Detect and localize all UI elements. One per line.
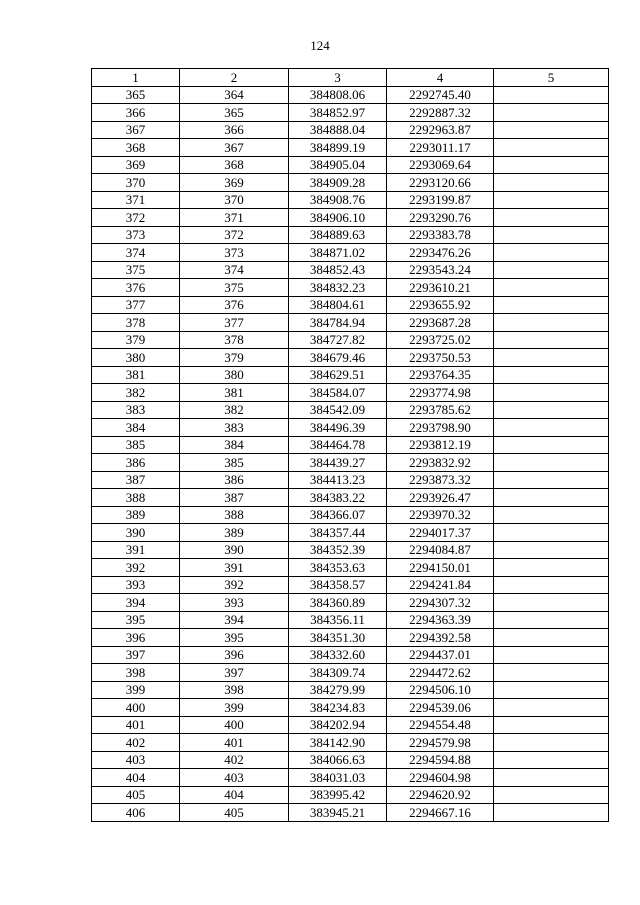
table-cell-col-3: 384439.27	[289, 454, 387, 472]
table-cell-col-5	[494, 366, 609, 384]
table-cell-col-5	[494, 244, 609, 262]
table-cell-col-2: 400	[180, 716, 289, 734]
table-cell-col-2: 369	[180, 174, 289, 192]
table-cell-col-4: 2294506.10	[387, 681, 494, 699]
table-row	[92, 646, 609, 664]
table-cell-col-1: 387	[92, 471, 180, 489]
table-cell-col-1: 365	[92, 86, 180, 104]
table-cell-col-3: 384832.23	[289, 279, 387, 297]
table-cell-col-3: 384906.10	[289, 209, 387, 227]
table-cell-col-2: 376	[180, 296, 289, 314]
table-cell-col-5	[494, 471, 609, 489]
table-cell-col-2: 370	[180, 191, 289, 209]
table-cell-col-2: 393	[180, 594, 289, 612]
table-cell-col-4: 2294307.32	[387, 594, 494, 612]
table-cell-col-4: 2293383.78	[387, 226, 494, 244]
column-header-1: 1	[92, 69, 180, 87]
table-row	[92, 611, 609, 629]
table-cell-col-2: 367	[180, 139, 289, 157]
table-cell-col-2: 387	[180, 489, 289, 507]
table-cell-col-1: 392	[92, 559, 180, 577]
table-cell-col-2: 381	[180, 384, 289, 402]
table-cell-col-1: 373	[92, 226, 180, 244]
table-cell-col-2: 383	[180, 419, 289, 437]
table-cell-col-4: 2293873.32	[387, 471, 494, 489]
table-cell-col-1: 399	[92, 681, 180, 699]
table-header-row	[92, 69, 609, 87]
table-cell-col-2: 368	[180, 156, 289, 174]
table-cell-col-3: 384352.39	[289, 541, 387, 559]
table-cell-col-2: 378	[180, 331, 289, 349]
table-row	[92, 804, 609, 822]
table-row	[92, 191, 609, 209]
table-cell-col-2: 391	[180, 559, 289, 577]
table-cell-col-5	[494, 331, 609, 349]
table-cell-col-4: 2294620.92	[387, 786, 494, 804]
table-cell-col-2: 372	[180, 226, 289, 244]
table-row	[92, 489, 609, 507]
table-cell-col-5	[494, 804, 609, 822]
table-row	[92, 681, 609, 699]
table-cell-col-2: 374	[180, 261, 289, 279]
table-cell-col-3: 384383.22	[289, 489, 387, 507]
coordinates-table	[91, 68, 609, 822]
table-cell-col-5	[494, 436, 609, 454]
table-cell-col-2: 377	[180, 314, 289, 332]
table-cell-col-2: 382	[180, 401, 289, 419]
table-cell-col-2: 395	[180, 629, 289, 647]
table-cell-col-5	[494, 314, 609, 332]
table-cell-col-4: 2293785.62	[387, 401, 494, 419]
table-cell-col-2: 364	[180, 86, 289, 104]
table-cell-col-3: 384629.51	[289, 366, 387, 384]
table-row	[92, 629, 609, 647]
table-cell-col-1: 401	[92, 716, 180, 734]
table-cell-col-4: 2293476.26	[387, 244, 494, 262]
table-cell-col-5	[494, 104, 609, 122]
table-cell-col-2: 380	[180, 366, 289, 384]
table-cell-col-5	[494, 454, 609, 472]
table-row	[92, 86, 609, 104]
table-row	[92, 366, 609, 384]
table-cell-col-5	[494, 751, 609, 769]
table-cell-col-1: 382	[92, 384, 180, 402]
table-cell-col-5	[494, 786, 609, 804]
table-row	[92, 436, 609, 454]
table-cell-col-3: 384464.78	[289, 436, 387, 454]
table-cell-col-5	[494, 349, 609, 367]
table-cell-col-3: 383995.42	[289, 786, 387, 804]
column-header-5: 5	[494, 69, 609, 87]
table-cell-col-3: 384871.02	[289, 244, 387, 262]
table-cell-col-3: 384358.57	[289, 576, 387, 594]
table-row	[92, 331, 609, 349]
table-cell-col-4: 2294579.98	[387, 734, 494, 752]
table-row	[92, 244, 609, 262]
table-row	[92, 121, 609, 139]
table-row	[92, 576, 609, 594]
table-cell-col-5	[494, 226, 609, 244]
table-cell-col-5	[494, 524, 609, 542]
table-cell-col-2: 403	[180, 769, 289, 787]
table-cell-col-2: 397	[180, 664, 289, 682]
table-row	[92, 226, 609, 244]
table-cell-col-1: 384	[92, 419, 180, 437]
table-cell-col-2: 402	[180, 751, 289, 769]
table-cell-col-5	[494, 401, 609, 419]
table-row	[92, 156, 609, 174]
table-cell-col-4: 2293069.64	[387, 156, 494, 174]
table-cell-col-1: 388	[92, 489, 180, 507]
table-cell-col-1: 381	[92, 366, 180, 384]
table-cell-col-3: 384679.46	[289, 349, 387, 367]
table-cell-col-4: 2294017.37	[387, 524, 494, 542]
table-cell-col-4: 2293120.66	[387, 174, 494, 192]
table-cell-col-4: 2294539.06	[387, 699, 494, 717]
table-cell-col-4: 2293774.98	[387, 384, 494, 402]
table-cell-col-1: 402	[92, 734, 180, 752]
column-header-3: 3	[289, 69, 387, 87]
table-cell-col-5	[494, 646, 609, 664]
table-cell-col-3: 384908.76	[289, 191, 387, 209]
table-cell-col-4: 2294594.88	[387, 751, 494, 769]
table-cell-col-1: 400	[92, 699, 180, 717]
table-cell-col-4: 2293725.02	[387, 331, 494, 349]
table-cell-col-2: 404	[180, 786, 289, 804]
table-cell-col-3: 384804.61	[289, 296, 387, 314]
table-cell-col-3: 384905.04	[289, 156, 387, 174]
table-cell-col-4: 2293655.92	[387, 296, 494, 314]
table-cell-col-1: 377	[92, 296, 180, 314]
table-cell-col-2: 373	[180, 244, 289, 262]
table-cell-col-4: 2294604.98	[387, 769, 494, 787]
table-cell-col-2: 366	[180, 121, 289, 139]
table-cell-col-2: 386	[180, 471, 289, 489]
table-row	[92, 314, 609, 332]
table-cell-col-2: 399	[180, 699, 289, 717]
column-header-4: 4	[387, 69, 494, 87]
table-cell-col-5	[494, 209, 609, 227]
table-cell-col-5	[494, 121, 609, 139]
table-cell-col-3: 384234.83	[289, 699, 387, 717]
table-cell-col-2: 401	[180, 734, 289, 752]
table-cell-col-4: 2294241.84	[387, 576, 494, 594]
table-cell-col-5	[494, 489, 609, 507]
table-cell-col-5	[494, 699, 609, 717]
table-row	[92, 699, 609, 717]
table-cell-col-4: 2293750.53	[387, 349, 494, 367]
table-cell-col-1: 391	[92, 541, 180, 559]
table-cell-col-1: 396	[92, 629, 180, 647]
table-cell-col-4: 2293798.90	[387, 419, 494, 437]
table-cell-col-4: 2292887.32	[387, 104, 494, 122]
table-row	[92, 296, 609, 314]
table-cell-col-5	[494, 611, 609, 629]
table-cell-col-2: 390	[180, 541, 289, 559]
table-cell-col-1: 366	[92, 104, 180, 122]
table-cell-col-3: 384889.63	[289, 226, 387, 244]
table-row	[92, 664, 609, 682]
table-cell-col-3: 384727.82	[289, 331, 387, 349]
table-row	[92, 751, 609, 769]
table-row	[92, 786, 609, 804]
table-row	[92, 261, 609, 279]
table-cell-col-2: 385	[180, 454, 289, 472]
table-cell-col-5	[494, 576, 609, 594]
table-cell-col-4: 2293011.17	[387, 139, 494, 157]
table-cell-col-2: 379	[180, 349, 289, 367]
table-cell-col-1: 371	[92, 191, 180, 209]
table-row	[92, 279, 609, 297]
table-cell-col-1: 367	[92, 121, 180, 139]
table-cell-col-1: 374	[92, 244, 180, 262]
table-cell-col-2: 398	[180, 681, 289, 699]
table-cell-col-4: 2293764.35	[387, 366, 494, 384]
table-cell-col-1: 404	[92, 769, 180, 787]
table-cell-col-2: 405	[180, 804, 289, 822]
table-row	[92, 769, 609, 787]
table-cell-col-4: 2293812.19	[387, 436, 494, 454]
table-cell-col-2: 371	[180, 209, 289, 227]
table-cell-col-4: 2293970.32	[387, 506, 494, 524]
table-cell-col-3: 384351.30	[289, 629, 387, 647]
table-cell-col-2: 388	[180, 506, 289, 524]
table-cell-col-5	[494, 506, 609, 524]
table-cell-col-5	[494, 664, 609, 682]
table-cell-col-1: 406	[92, 804, 180, 822]
table-cell-col-5	[494, 174, 609, 192]
table-cell-col-1: 369	[92, 156, 180, 174]
table-row	[92, 349, 609, 367]
table-cell-col-1: 380	[92, 349, 180, 367]
table-cell-col-4: 2293926.47	[387, 489, 494, 507]
table-cell-col-1: 378	[92, 314, 180, 332]
table-cell-col-5	[494, 541, 609, 559]
page-number: 124	[310, 38, 330, 53]
table-cell-col-1: 370	[92, 174, 180, 192]
table-cell-col-1: 397	[92, 646, 180, 664]
table-cell-col-4: 2294150.01	[387, 559, 494, 577]
table-row	[92, 104, 609, 122]
table-cell-col-5	[494, 279, 609, 297]
table-row	[92, 174, 609, 192]
table-cell-col-3: 384332.60	[289, 646, 387, 664]
table-cell-col-4: 2294363.39	[387, 611, 494, 629]
table-cell-col-3: 384413.23	[289, 471, 387, 489]
table-cell-col-3: 384542.09	[289, 401, 387, 419]
table-cell-col-4: 2294472.62	[387, 664, 494, 682]
table-cell-col-5	[494, 559, 609, 577]
table-cell-col-4: 2294554.48	[387, 716, 494, 734]
table-cell-col-1: 395	[92, 611, 180, 629]
table-cell-col-1: 393	[92, 576, 180, 594]
table-row	[92, 506, 609, 524]
table-cell-col-3: 384356.11	[289, 611, 387, 629]
table-cell-col-1: 386	[92, 454, 180, 472]
table-cell-col-3: 383945.21	[289, 804, 387, 822]
table-cell-col-4: 2293610.21	[387, 279, 494, 297]
table-row	[92, 734, 609, 752]
table-cell-col-3: 384360.89	[289, 594, 387, 612]
table-cell-col-1: 383	[92, 401, 180, 419]
table-cell-col-3: 384357.44	[289, 524, 387, 542]
column-header-2: 2	[180, 69, 289, 87]
table-cell-col-5	[494, 769, 609, 787]
table-row	[92, 454, 609, 472]
table-cell-col-1: 385	[92, 436, 180, 454]
table-cell-col-2: 394	[180, 611, 289, 629]
table-cell-col-4: 2294084.87	[387, 541, 494, 559]
table-cell-col-3: 384852.97	[289, 104, 387, 122]
table-cell-col-4: 2292745.40	[387, 86, 494, 104]
table-cell-col-5	[494, 734, 609, 752]
table-cell-col-3: 384584.07	[289, 384, 387, 402]
table-cell-col-2: 365	[180, 104, 289, 122]
table-cell-col-2: 375	[180, 279, 289, 297]
table-cell-col-1: 390	[92, 524, 180, 542]
table-cell-col-3: 384899.19	[289, 139, 387, 157]
table-row	[92, 541, 609, 559]
table-row	[92, 594, 609, 612]
table-cell-col-1: 398	[92, 664, 180, 682]
table-row	[92, 401, 609, 419]
table-cell-col-5	[494, 384, 609, 402]
table-cell-col-4: 2292963.87	[387, 121, 494, 139]
table-cell-col-3: 384366.07	[289, 506, 387, 524]
table-body	[92, 86, 609, 821]
table-row	[92, 524, 609, 542]
table-cell-col-1: 389	[92, 506, 180, 524]
table-cell-col-3: 384279.99	[289, 681, 387, 699]
table-row	[92, 139, 609, 157]
table-cell-col-3: 384909.28	[289, 174, 387, 192]
table-cell-col-1: 405	[92, 786, 180, 804]
table-cell-col-2: 392	[180, 576, 289, 594]
table-cell-col-4: 2293543.24	[387, 261, 494, 279]
table-cell-col-3: 384202.94	[289, 716, 387, 734]
table-cell-col-3: 384309.74	[289, 664, 387, 682]
table-cell-col-4: 2293290.76	[387, 209, 494, 227]
table-cell-col-1: 372	[92, 209, 180, 227]
table-cell-col-3: 384888.04	[289, 121, 387, 139]
table-cell-col-4: 2294392.58	[387, 629, 494, 647]
table-cell-col-5	[494, 139, 609, 157]
table-cell-col-1: 379	[92, 331, 180, 349]
table-cell-col-1: 368	[92, 139, 180, 157]
table-cell-col-3: 384142.90	[289, 734, 387, 752]
table-row	[92, 471, 609, 489]
table-cell-col-4: 2294437.01	[387, 646, 494, 664]
table-row	[92, 716, 609, 734]
table-row	[92, 209, 609, 227]
table-cell-col-3: 384496.39	[289, 419, 387, 437]
table-cell-col-3: 384784.94	[289, 314, 387, 332]
table-cell-col-4: 2293687.28	[387, 314, 494, 332]
table-cell-col-4: 2293832.92	[387, 454, 494, 472]
table-cell-col-3: 384852.43	[289, 261, 387, 279]
table-cell-col-1: 375	[92, 261, 180, 279]
table-cell-col-4: 2293199.87	[387, 191, 494, 209]
table-cell-col-5	[494, 594, 609, 612]
table-cell-col-1: 394	[92, 594, 180, 612]
table-row	[92, 559, 609, 577]
table-cell-col-2: 389	[180, 524, 289, 542]
table-cell-col-5	[494, 261, 609, 279]
table-cell-col-5	[494, 156, 609, 174]
table-cell-col-5	[494, 419, 609, 437]
table-cell-col-1: 376	[92, 279, 180, 297]
table-cell-col-3: 384353.63	[289, 559, 387, 577]
table-cell-col-5	[494, 629, 609, 647]
table-row	[92, 419, 609, 437]
table-cell-col-3: 384808.06	[289, 86, 387, 104]
table-cell-col-5	[494, 716, 609, 734]
table-cell-col-1: 403	[92, 751, 180, 769]
table-cell-col-2: 384	[180, 436, 289, 454]
table-cell-col-5	[494, 86, 609, 104]
table-cell-col-4: 2294667.16	[387, 804, 494, 822]
table-cell-col-5	[494, 681, 609, 699]
table-cell-col-5	[494, 296, 609, 314]
table-cell-col-2: 396	[180, 646, 289, 664]
table-cell-col-3: 384031.03	[289, 769, 387, 787]
table-row	[92, 384, 609, 402]
table-cell-col-3: 384066.63	[289, 751, 387, 769]
table-cell-col-5	[494, 191, 609, 209]
